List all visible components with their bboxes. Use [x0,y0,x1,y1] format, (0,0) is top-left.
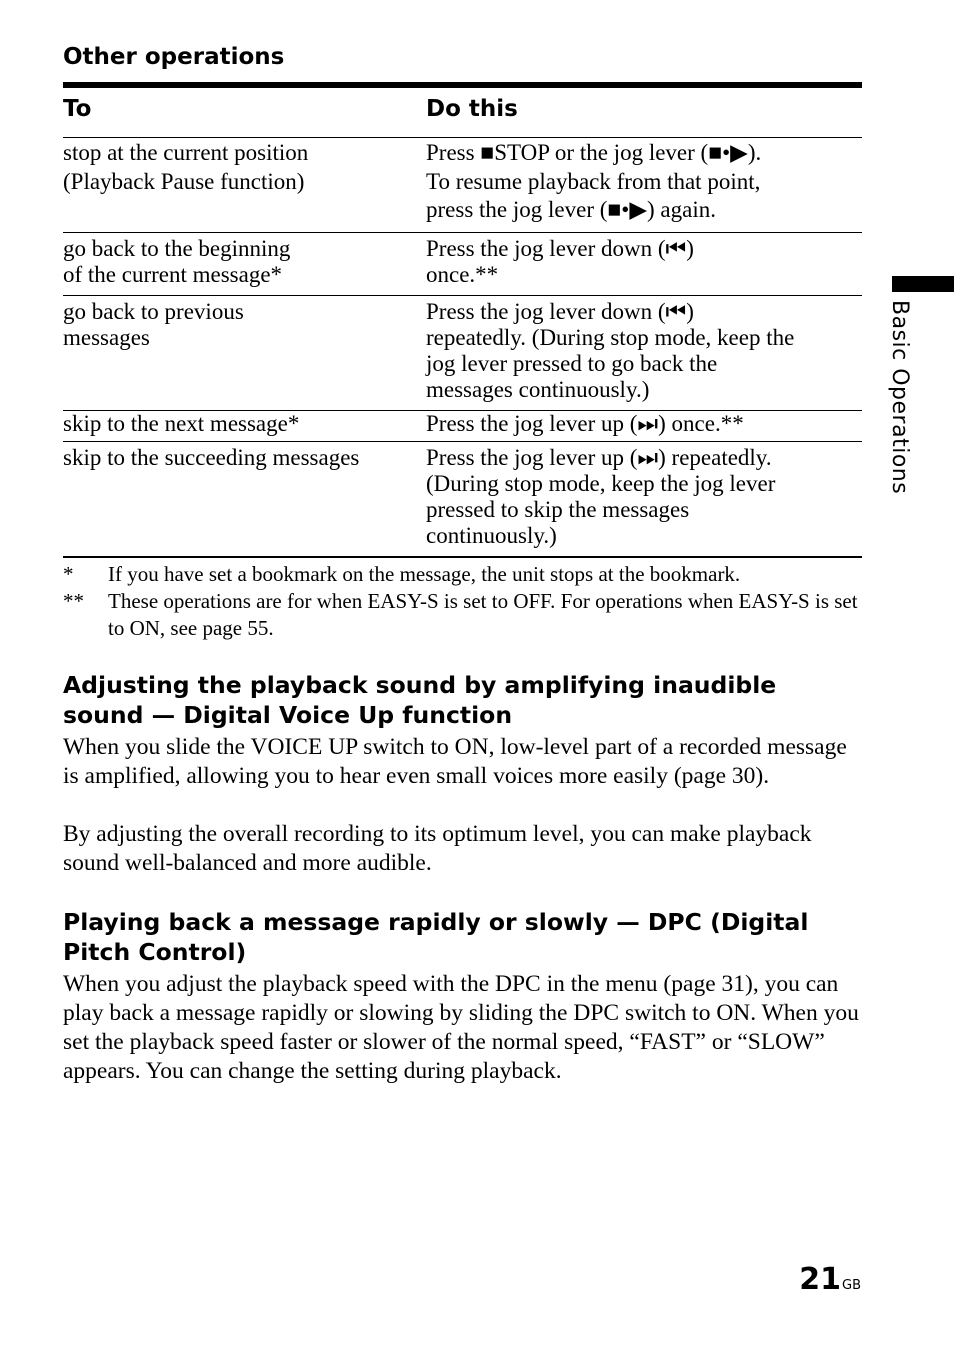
table-row [63,232,862,295]
footnote-mark: * [63,562,74,586]
page-number-value: 21 [799,1262,841,1297]
page-number-suffix: GB [842,1278,861,1293]
cell-to: skip to the succeeding messages [63,444,360,470]
dpc-heading: Playing back a message rapidly or slowly — DPC (Digital Pitch Control) [63,908,809,966]
cell-do-this: Press the jog lever down (⏮) repeatedly. (During stop mode, keep the jog lever pressed to go back the messages continuously.) [426,295,862,410]
operations-table [63,82,862,558]
footnote-mark: ** [63,589,84,613]
footnote [63,561,863,588]
column-header-do-this: Do this [426,85,862,138]
cell-to: go back to the beginning of the current message* [63,232,426,295]
column-header-to: To [63,85,426,138]
footnotes [63,561,863,642]
dpc-paragraph: When you adjust the playback speed with the DPC in the menu (page 31), you can play back a message rapidly or slowing by sliding the DPC switch to ON. When you set the playback speed faster or slower of the normal speed, “FAST” or “SLOW” appears. You can change the setting during playback. [63,971,859,1084]
cell-do-this: Press ■STOP or the jog lever (■•▶). To resume playback from that point, press the jog lever (■•▶) again. [426,138,862,233]
voice-up-paragraph: By adjusting the overall recording to its optimum level, you can make playback sound well-balanced and more audible. [63,821,812,876]
table-row [63,410,862,441]
cell-to: skip to the next message* [63,410,426,441]
table-row [63,441,862,557]
footnote-text: If you have set a bookmark on the message, the unit stops at the bookmark. [108,562,741,586]
footnote [63,588,863,642]
table-header-row [63,85,862,138]
side-tab-label: Basic Operations [887,300,912,495]
side-tab-bar [892,276,954,292]
footnote-text: These operations are for when EASY-S is set to OFF. For operations when EASY-S is set to ON, see page 55. [108,589,858,640]
voice-up-paragraph: When you slide the VOICE UP switch to ON, low-level part of a recorded message is amplified, allowing you to hear even small voices more easily (page 30). [63,734,847,789]
section-title: Other operations [63,44,285,70]
table-row [63,138,862,233]
table-row [63,295,862,410]
page-number [799,1262,861,1298]
cell-do-this: Press the jog lever up (⏭) repeatedly. (During stop mode, keep the jog lever pressed to skip the messages continuously.) [426,444,776,548]
cell-to: stop at the current position (Playback Pause function) [63,138,426,233]
cell-do-this: Press the jog lever up (⏭) once.** [426,410,862,441]
voice-up-heading: Adjusting the playback sound by amplifying inaudible sound — Digital Voice Up function [63,671,777,729]
cell-do-this: Press the jog lever down (⏮) once.** [426,232,862,295]
cell-to: go back to previous messages [63,295,426,410]
